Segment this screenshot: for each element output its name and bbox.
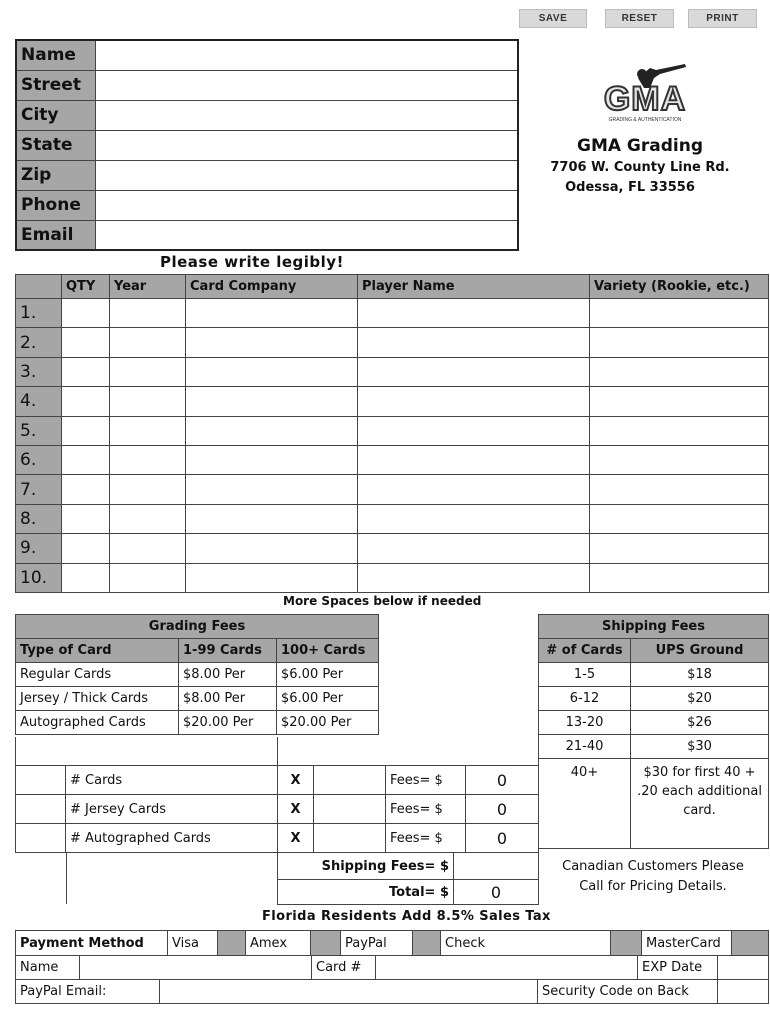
fees-label: Fees= $ (386, 824, 466, 853)
fee-tier2: $20.00 Per (277, 711, 379, 735)
qty-input[interactable] (62, 299, 110, 328)
payment-table (15, 930, 769, 956)
cards-table (15, 274, 769, 593)
card-company-input[interactable] (186, 328, 358, 357)
player-name-input[interactable] (358, 563, 590, 592)
year-input[interactable] (110, 563, 186, 592)
card-row (16, 357, 769, 386)
year-header: Year (110, 275, 186, 299)
card-company-input[interactable] (186, 445, 358, 474)
multiply-sign: X (278, 766, 314, 795)
paypal-table (15, 979, 769, 1004)
street-label: Street (16, 70, 95, 100)
cardholder-name-label: Name (16, 956, 80, 980)
card-row (16, 328, 769, 357)
row-number: 3. (16, 357, 62, 386)
card-company-input[interactable] (186, 504, 358, 533)
tax-note: Florida Residents Add 8.5% Sales Tax (262, 909, 551, 924)
qty-input[interactable] (62, 387, 110, 416)
company-address-line1: 7706 W. County Line Rd. (550, 160, 730, 175)
mastercard-checkbox[interactable] (732, 931, 769, 956)
player-name-input[interactable] (358, 475, 590, 504)
fee-tier2: $6.00 Per (277, 687, 379, 711)
qty-input[interactable] (62, 534, 110, 563)
write-legibly-notice: Please write legibly! (160, 253, 344, 271)
player-name-header: Player Name (358, 275, 590, 299)
variety-header: Variety (Rookie, etc.) (590, 275, 769, 299)
total-value[interactable]: 0 (454, 880, 539, 905)
card-row (16, 445, 769, 474)
card-row (16, 534, 769, 563)
card-company-header: Card Company (186, 275, 358, 299)
state-input[interactable] (95, 130, 518, 160)
visa-label: Visa (168, 931, 218, 956)
state-label: State (16, 130, 95, 160)
row-number: 6. (16, 445, 62, 474)
jersey-fee-value[interactable]: 0 (466, 795, 539, 824)
print-button[interactable]: PRINT (688, 9, 757, 28)
reset-button[interactable]: RESET (605, 9, 674, 28)
exp-date-input[interactable] (718, 956, 769, 980)
qty-input[interactable] (62, 357, 110, 386)
ship-price: $30 (631, 735, 769, 759)
fees-label: Fees= $ (386, 795, 466, 824)
shipping-fees-table (538, 614, 769, 849)
auto-fee-value[interactable]: 0 (466, 824, 539, 853)
multiply-sign: X (278, 824, 314, 853)
qty-input[interactable] (62, 328, 110, 357)
paypal-email-label: PayPal Email: (16, 980, 160, 1004)
player-name-input[interactable] (358, 299, 590, 328)
payment-details-table (15, 955, 769, 980)
company-name: GMA Grading (576, 136, 704, 156)
fee-tier1: $8.00 Per (179, 663, 277, 687)
ship-range: 21-40 (539, 735, 631, 759)
check-checkbox[interactable] (611, 931, 642, 956)
auto-rate-input[interactable] (314, 824, 386, 853)
amex-label: Amex (246, 931, 311, 956)
jersey-count-label: # Jersey Cards (66, 795, 278, 824)
totals-table (277, 852, 539, 905)
card-row (16, 299, 769, 328)
save-button[interactable]: SAVE (519, 9, 587, 28)
year-input[interactable] (110, 299, 186, 328)
paypal-checkbox[interactable] (413, 931, 441, 956)
email-label: Email (16, 220, 95, 250)
calc-divider (277, 737, 279, 765)
year-input[interactable] (110, 445, 186, 474)
fee-type: Autographed Cards (16, 711, 179, 735)
fee-tier1: $8.00 Per (179, 687, 277, 711)
cards-fee-value[interactable]: 0 (466, 766, 539, 795)
card-row (16, 504, 769, 533)
variety-input[interactable] (590, 534, 769, 563)
multiply-sign: X (278, 795, 314, 824)
variety-input[interactable] (590, 328, 769, 357)
card-row (16, 387, 769, 416)
year-input[interactable] (110, 357, 186, 386)
qty-input[interactable] (62, 504, 110, 533)
player-name-input[interactable] (358, 504, 590, 533)
paypal-email-input[interactable] (160, 980, 538, 1004)
security-code-label: Security Code on Back (538, 980, 718, 1004)
total-label: Total= $ (278, 880, 454, 905)
row-number-header (16, 275, 62, 299)
cards-count-input[interactable] (16, 766, 66, 795)
year-input[interactable] (110, 416, 186, 445)
ship-range: 6-12 (539, 687, 631, 711)
fee-tier2: $6.00 Per (277, 663, 379, 687)
row-number: 5. (16, 416, 62, 445)
payment-method-label: Payment Method (16, 931, 168, 956)
jersey-count-input[interactable] (16, 795, 66, 824)
zip-input[interactable] (95, 160, 518, 190)
cards-count-label: # Cards (66, 766, 278, 795)
player-name-input[interactable] (358, 357, 590, 386)
ship-price: $20 (631, 687, 769, 711)
name-input[interactable] (95, 40, 518, 70)
customer-info-table (15, 39, 519, 251)
street-input[interactable] (95, 70, 518, 100)
card-company-input[interactable] (186, 475, 358, 504)
calc-table (15, 765, 539, 853)
fee-type: Regular Cards (16, 663, 179, 687)
cardholder-name-input[interactable] (80, 956, 312, 980)
grading-fees-title: Grading Fees (16, 615, 379, 639)
row-number: 2. (16, 328, 62, 357)
variety-input[interactable] (590, 387, 769, 416)
ship-price: $30 for first 40 + .20 each additional card. (631, 759, 769, 849)
card-company-input[interactable] (186, 563, 358, 592)
row-number: 1. (16, 299, 62, 328)
shipping-fees-label: Shipping Fees= $ (278, 853, 454, 880)
year-input[interactable] (110, 534, 186, 563)
row-number: 9. (16, 534, 62, 563)
tier1-header: 1-99 Cards (179, 639, 277, 663)
player-name-input[interactable] (358, 534, 590, 563)
qty-input[interactable] (62, 475, 110, 504)
shipping-fees-input[interactable] (454, 853, 539, 880)
variety-input[interactable] (590, 357, 769, 386)
auto-count-input[interactable] (16, 824, 66, 853)
ship-range: 13-20 (539, 711, 631, 735)
amex-checkbox[interactable] (311, 931, 341, 956)
ups-ground-header: UPS Ground (631, 639, 769, 663)
city-input[interactable] (95, 100, 518, 130)
more-spaces-note: More Spaces below if needed (283, 594, 482, 608)
email-input[interactable] (95, 220, 518, 250)
logo-tagline: GRADING & AUTHENTICATION (608, 117, 682, 123)
fees-label: Fees= $ (386, 766, 466, 795)
year-input[interactable] (110, 387, 186, 416)
card-company-input[interactable] (186, 387, 358, 416)
card-row (16, 563, 769, 592)
player-name-input[interactable] (358, 416, 590, 445)
city-label: City (16, 100, 95, 130)
fee-tier1: $20.00 Per (179, 711, 277, 735)
company-address-line2: Odessa, FL 33556 (565, 180, 695, 195)
qty-header: QTY (62, 275, 110, 299)
ship-price: $18 (631, 663, 769, 687)
variety-input[interactable] (590, 299, 769, 328)
canadian-note: Canadian Customers Please Call for Pricing Details. (562, 859, 744, 894)
name-label: Name (16, 40, 95, 70)
year-input[interactable] (110, 475, 186, 504)
visa-checkbox[interactable] (218, 931, 246, 956)
qty-input[interactable] (62, 445, 110, 474)
player-name-input[interactable] (358, 445, 590, 474)
variety-input[interactable] (590, 563, 769, 592)
variety-input[interactable] (590, 475, 769, 504)
fee-type: Jersey / Thick Cards (16, 687, 179, 711)
exp-date-label: EXP Date (638, 956, 718, 980)
card-row (16, 475, 769, 504)
company-logo (580, 60, 710, 130)
tier2-header: 100+ Cards (277, 639, 379, 663)
variety-input[interactable] (590, 445, 769, 474)
card-number-label: Card # (312, 956, 376, 980)
year-input[interactable] (110, 328, 186, 357)
calc-divider (15, 737, 17, 765)
row-number: 7. (16, 475, 62, 504)
ship-range: 1-5 (539, 663, 631, 687)
shipping-fees-title: Shipping Fees (539, 615, 769, 639)
phone-input[interactable] (95, 190, 518, 220)
jersey-rate-input[interactable] (314, 795, 386, 824)
zip-label: Zip (16, 160, 95, 190)
qty-input[interactable] (62, 563, 110, 592)
security-code-input[interactable] (718, 980, 769, 1004)
calc-left-border (66, 852, 68, 904)
cards-rate-input[interactable] (314, 766, 386, 795)
year-input[interactable] (110, 504, 186, 533)
check-label: Check (441, 931, 611, 956)
mastercard-label: MasterCard (642, 931, 732, 956)
card-company-input[interactable] (186, 416, 358, 445)
card-row (16, 416, 769, 445)
num-cards-header: # of Cards (539, 639, 631, 663)
card-number-input[interactable] (376, 956, 638, 980)
ship-price: $26 (631, 711, 769, 735)
card-company-input[interactable] (186, 357, 358, 386)
ship-range: 40+ (539, 759, 631, 849)
paypal-label: PayPal (341, 931, 413, 956)
grading-fees-table (15, 614, 379, 735)
variety-input[interactable] (590, 416, 769, 445)
card-company-input[interactable] (186, 299, 358, 328)
variety-input[interactable] (590, 504, 769, 533)
auto-count-label: # Autographed Cards (66, 824, 278, 853)
logo-text: GMA (603, 80, 687, 118)
phone-label: Phone (16, 190, 95, 220)
row-number: 4. (16, 387, 62, 416)
type-of-card-header: Type of Card (16, 639, 179, 663)
card-company-input[interactable] (186, 534, 358, 563)
player-name-input[interactable] (358, 328, 590, 357)
row-number: 8. (16, 504, 62, 533)
row-number: 10. (16, 563, 62, 592)
player-name-input[interactable] (358, 387, 590, 416)
qty-input[interactable] (62, 416, 110, 445)
